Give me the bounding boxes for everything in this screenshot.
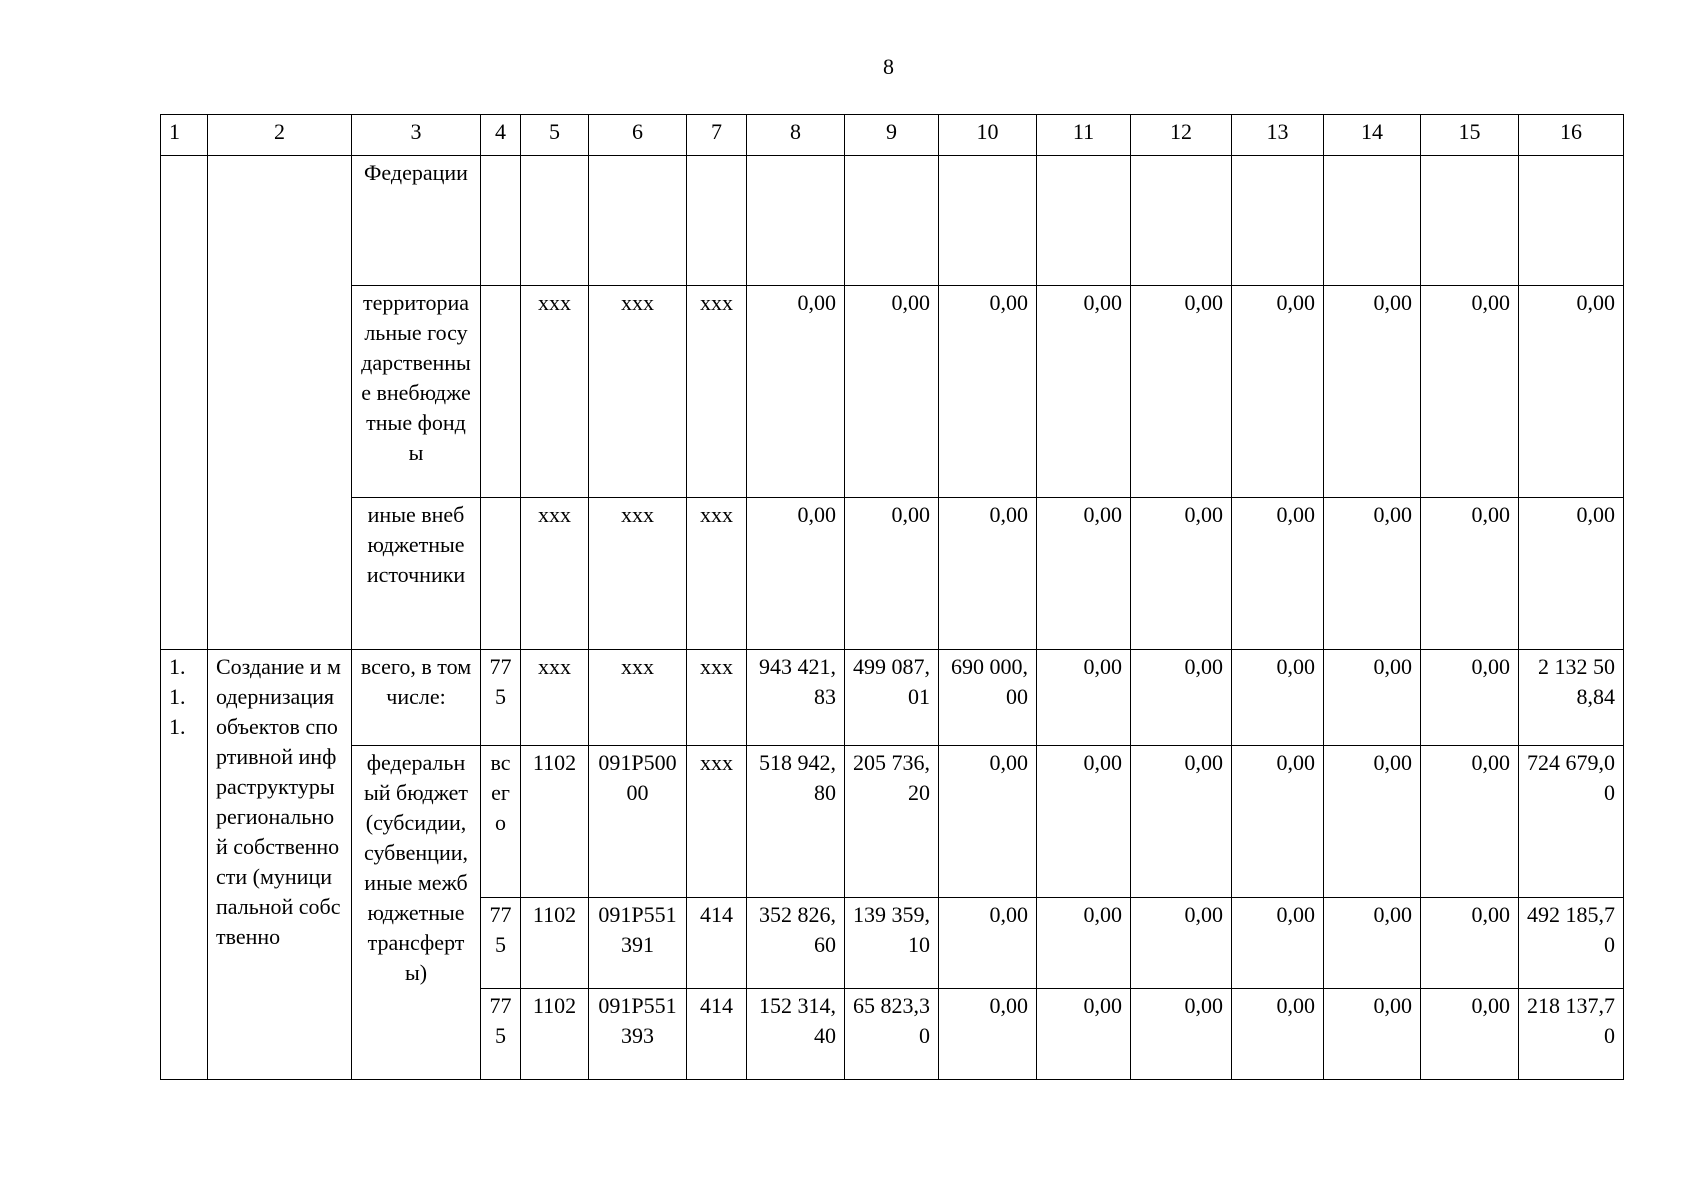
table-cell: ххх (589, 498, 687, 650)
table-cell: 0,00 (845, 498, 939, 650)
table-cell: всего (481, 746, 521, 898)
table-cell: 139 359,10 (845, 898, 939, 989)
header-cell: 4 (481, 115, 521, 156)
table-cell: ххх (687, 286, 747, 498)
table-cell: 518 942,80 (747, 746, 845, 898)
table-cell: 414 (687, 989, 747, 1080)
table-cell: 0,00 (1519, 498, 1624, 650)
table-cell: 0,00 (1232, 498, 1324, 650)
table-cell (845, 156, 939, 286)
table-cell: 0,00 (1037, 898, 1131, 989)
table-cell: иные внебюджетные источники (352, 498, 481, 650)
header-cell: 13 (1232, 115, 1324, 156)
budget-table (160, 114, 1624, 1080)
table-cell (1421, 156, 1519, 286)
table-cell: 0,00 (1324, 898, 1421, 989)
header-cell: 5 (521, 115, 589, 156)
table-cell: 0,00 (1232, 989, 1324, 1080)
table-cell (208, 156, 352, 650)
table-cell: 0,00 (939, 286, 1037, 498)
table-row (161, 498, 1624, 650)
page-number: 8 (883, 54, 894, 79)
table-cell: 1102 (521, 989, 589, 1080)
table-row (161, 286, 1624, 498)
header-cell: 2 (208, 115, 352, 156)
table-row (161, 156, 1624, 286)
table-cell: 352 826,60 (747, 898, 845, 989)
header-row (161, 115, 1624, 156)
table-cell: 0,00 (1131, 650, 1232, 746)
table-cell: 499 087,01 (845, 650, 939, 746)
table-cell: 0,00 (1131, 286, 1232, 498)
header-cell: 3 (352, 115, 481, 156)
table-cell: 0,00 (1519, 286, 1624, 498)
table-cell (939, 156, 1037, 286)
table-cell: 0,00 (1037, 989, 1131, 1080)
table-cell: всего, в том числе: (352, 650, 481, 746)
table-cell: 0,00 (1131, 498, 1232, 650)
table-cell: 414 (687, 898, 747, 989)
table-cell: 0,00 (939, 498, 1037, 650)
table-cell: 0,00 (1232, 898, 1324, 989)
table-cell: 0,00 (1131, 898, 1232, 989)
table-cell: 943 421,83 (747, 650, 845, 746)
table-cell: ххх (589, 286, 687, 498)
table-cell: 0,00 (1324, 498, 1421, 650)
table-cell: 0,00 (1324, 989, 1421, 1080)
table-cell (589, 156, 687, 286)
item-number: 1.1.1. (161, 650, 208, 1080)
table-cell: 0,00 (1324, 746, 1421, 898)
table-cell (1232, 156, 1324, 286)
header-cell: 7 (687, 115, 747, 156)
table-cell (1519, 156, 1624, 286)
table-cell: ххх (687, 746, 747, 898)
table-cell: территориальные государственные внебюджетные фонды (352, 286, 481, 498)
table-cell: 218 137,70 (1519, 989, 1624, 1080)
table-cell: 0,00 (1324, 650, 1421, 746)
table-cell: 492 185,70 (1519, 898, 1624, 989)
table-cell: 0,00 (1037, 746, 1131, 898)
header-cell: 12 (1131, 115, 1232, 156)
table-cell: 091P50000 (589, 746, 687, 898)
table-row (161, 746, 1624, 898)
header-cell: 16 (1519, 115, 1624, 156)
table-cell: 0,00 (1421, 746, 1519, 898)
table-cell: 1102 (521, 898, 589, 989)
table-cell: 0,00 (1232, 746, 1324, 898)
table-cell: 0,00 (1037, 498, 1131, 650)
table-cell: 152 314,40 (747, 989, 845, 1080)
header-cell: 6 (589, 115, 687, 156)
table-cell (521, 156, 589, 286)
table-cell: 775 (481, 650, 521, 746)
table-cell: ххх (521, 286, 589, 498)
table-cell: ххх (687, 650, 747, 746)
table-cell (1324, 156, 1421, 286)
table-cell (747, 156, 845, 286)
header-cell: 15 (1421, 115, 1519, 156)
table-cell: 775 (481, 989, 521, 1080)
header-cell: 9 (845, 115, 939, 156)
table-cell (1037, 156, 1131, 286)
table-cell: 091P551391 (589, 898, 687, 989)
table-cell: 0,00 (1037, 650, 1131, 746)
table-cell: 0,00 (1421, 286, 1519, 498)
table-cell: 205 736,20 (845, 746, 939, 898)
table-cell (481, 498, 521, 650)
table-cell: 690 000,00 (939, 650, 1037, 746)
table-cell: 775 (481, 898, 521, 989)
table-cell: 0,00 (845, 286, 939, 498)
table-cell: 0,00 (1421, 898, 1519, 989)
table-cell: 0,00 (1421, 989, 1519, 1080)
header-cell: 8 (747, 115, 845, 156)
table-cell: 2 132 508,84 (1519, 650, 1624, 746)
table-cell: 0,00 (939, 746, 1037, 898)
table-cell (1131, 156, 1232, 286)
table-cell: ххх (521, 498, 589, 650)
table-cell: 65 823,30 (845, 989, 939, 1080)
table-cell: 0,00 (939, 898, 1037, 989)
table-cell: 0,00 (747, 498, 845, 650)
item-title: Создание и модернизация объектов спортивной инфраструктуры региональной собственности (муниципальной собственно (208, 650, 352, 1080)
table-cell: федеральный бюджет (субсидии, субвенции, иные межбюджетные трансферты) (352, 746, 481, 1080)
table-cell (481, 156, 521, 286)
table-cell: 0,00 (1421, 650, 1519, 746)
table-cell: 0,00 (1421, 498, 1519, 650)
table-cell: 0,00 (1131, 746, 1232, 898)
table-cell: 724 679,00 (1519, 746, 1624, 898)
table-cell: 0,00 (1232, 286, 1324, 498)
table-cell: Федерации (352, 156, 481, 286)
header-cell: 10 (939, 115, 1037, 156)
table-cell: 091P551393 (589, 989, 687, 1080)
header-cell: 11 (1037, 115, 1131, 156)
table-cell: 0,00 (1324, 286, 1421, 498)
table-cell: 1102 (521, 746, 589, 898)
table-cell (161, 156, 208, 650)
header-cell: 14 (1324, 115, 1421, 156)
table-cell: ххх (589, 650, 687, 746)
table-cell (481, 286, 521, 498)
table-cell: 0,00 (939, 989, 1037, 1080)
table-cell: 0,00 (747, 286, 845, 498)
table-row (161, 650, 1624, 746)
table-cell (687, 156, 747, 286)
header-cell: 1 (161, 115, 208, 156)
table-cell: 0,00 (1037, 286, 1131, 498)
table-cell: ххх (687, 498, 747, 650)
table-cell: ххх (521, 650, 589, 746)
table-cell: 0,00 (1131, 989, 1232, 1080)
table-cell: 0,00 (1232, 650, 1324, 746)
